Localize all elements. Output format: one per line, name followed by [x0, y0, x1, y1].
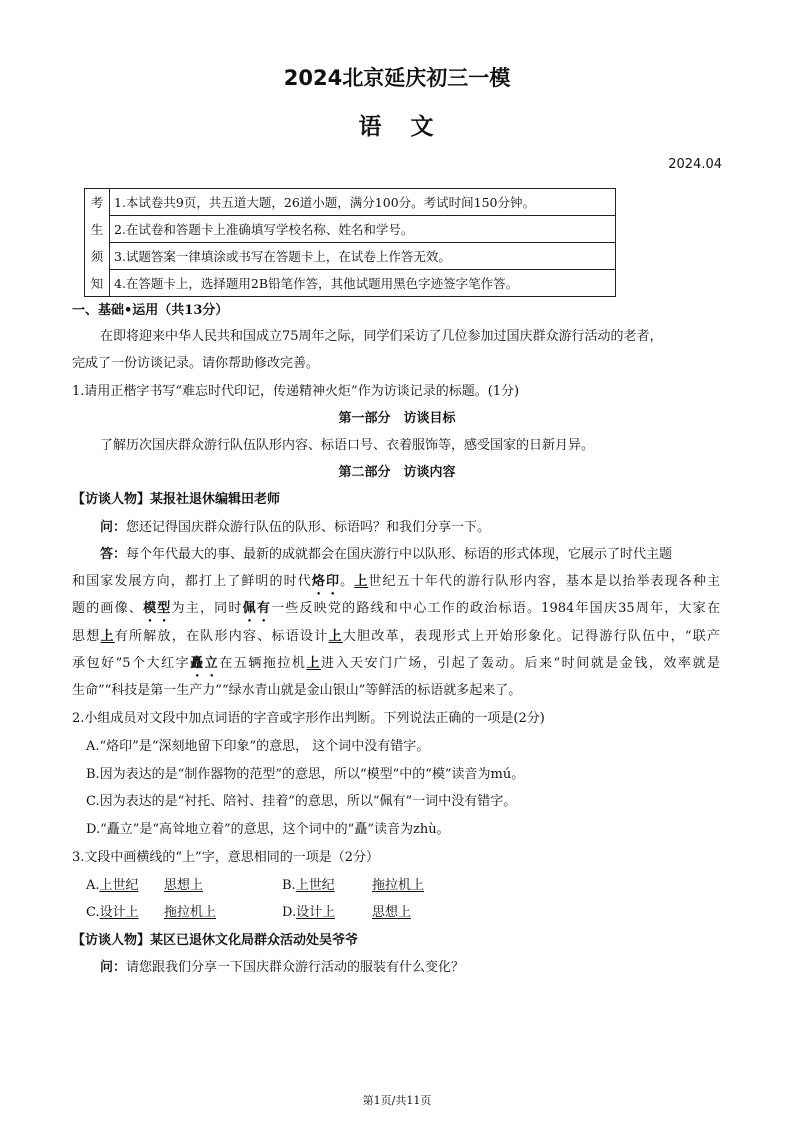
- notice-item: 3.试题答案一律填涂或书写在答题卡上，在试卷上作答无效。: [110, 243, 616, 270]
- q3-option-c-word-2: [164, 903, 216, 923]
- answer-text: 为主，同时: [171, 601, 243, 616]
- option-word-2: 拖拉机上: [372, 878, 425, 893]
- answer-text: 承包好”5个大红字: [72, 656, 191, 671]
- underlined-char: 上: [354, 574, 369, 589]
- q3-option-d: [282, 903, 335, 923]
- option-letter: B.: [282, 878, 296, 893]
- q3-option-c: [86, 903, 139, 923]
- option-letter: C.: [86, 905, 100, 920]
- q3-option-a: [86, 876, 139, 896]
- option-word-1: 上世纪: [99, 878, 139, 893]
- answer-text: 有所解放，在队形内容、标语设计: [114, 629, 329, 644]
- answer-line-1: [100, 545, 672, 565]
- answer-line-4: [72, 627, 720, 647]
- q3-option-b-word-2: [372, 876, 424, 896]
- underlined-char: 上: [328, 629, 343, 644]
- option-word-1: 设计上: [99, 905, 139, 920]
- q2-option-c: C.因为表达的是“衬托、陪衬、挂着”的意思，所以“佩有”一词中没有错字。: [86, 794, 517, 809]
- question-label: 问：: [100, 960, 127, 975]
- option-word-1: 设计上: [296, 905, 336, 920]
- answer-text: 进入天安门广场，引起了轰动。后来“时间就是金钱，效率就是: [321, 656, 720, 671]
- q3-option-d-word-2: [372, 903, 411, 923]
- intro-line-2: 完成了一份访谈记录。请你帮助修改完善。: [72, 356, 320, 371]
- notice-side-char: 须: [85, 243, 110, 270]
- part2-title: 第二部分 访谈内容: [338, 465, 456, 480]
- exam-date: 2024.04: [668, 157, 722, 172]
- q3-option-a-word-2: [164, 876, 203, 896]
- section-heading: 一、基础•运用（共13分）: [72, 303, 229, 318]
- option-word-2: 拖拉机上: [164, 905, 217, 920]
- question-3: 3.文段中画横线的“上”字，意思相同的一项是（2分）: [72, 850, 379, 865]
- question-2: 2.小组成员对文段中加点词语的字音或字形作出判断。下列说法正确的一项是(2分): [72, 711, 545, 726]
- answer-text: 世纪五十年代的游行队形内容，基本是以抬举表现各种主: [368, 574, 720, 589]
- question-line-2: [100, 958, 464, 978]
- notice-side-char: 考: [85, 189, 110, 216]
- notice-side-char: 生: [85, 216, 110, 243]
- question-text: 您还记得国庆群众游行队伍的队形、标语吗？和我们分享一下。: [126, 520, 491, 535]
- option-letter: A.: [86, 878, 100, 893]
- page-footer: 第1页/共11页: [362, 1094, 432, 1107]
- q2-option-a: A.“烙印”是“深刻地留下印象”的意思， 这个词中没有错字。: [86, 739, 430, 754]
- underlined-char: 上: [306, 656, 321, 671]
- notice-item: 2.在试卷和答题卡上准确填写学校名称、姓名和学号。: [110, 216, 616, 243]
- question-1: 1.请用正楷字书写“难忘时代印记，传递精神火炬”作为访谈记录的标题。(1分): [72, 384, 520, 399]
- answer-text: 每个年代最大的事、最新的成就都会在国庆游行中以队形、标语的形式体现，它展示了时代主题: [126, 547, 673, 562]
- option-word-2: 思想上: [164, 878, 204, 893]
- answer-line-3: [72, 599, 720, 625]
- intro-line-1: 在即将迎来中华人民共和国成立75周年之际，同学们采访了几位参加过国庆群众游行活动的老者，: [100, 329, 663, 344]
- answer-text: 思想: [72, 629, 101, 644]
- part1-text: 了解历次国庆群众游行队伍队形内容、标语口号、衣着服饰等，感受国家的日新月异。: [100, 438, 595, 453]
- answer-line-5: [72, 654, 720, 680]
- answer-label: 答：: [100, 547, 127, 562]
- subject-char-2: 文: [410, 114, 436, 140]
- underlined-char: 上: [100, 629, 115, 644]
- option-letter: D.: [282, 905, 297, 920]
- notice-item: 4.在答题卡上，选择题用2B铅笔作答，其他试题用黑色字迹签字笔作答。: [110, 270, 616, 297]
- answer-text: 题的画像、: [72, 601, 144, 616]
- notice-side-char: 知: [85, 270, 110, 297]
- interviewee-1: 【访谈人物】某报社退休编辑田老师: [72, 492, 281, 507]
- exam-notice-table: [84, 188, 616, 297]
- question-line-1: [100, 518, 490, 538]
- answer-line-2: [72, 572, 720, 598]
- answer-text: 。: [340, 574, 355, 589]
- notice-item: 1.本试卷共9页，共五道大题，26道小题，满分100分。考试时间150分钟。: [110, 189, 616, 216]
- interviewee-2: 【访谈人物】某区已退休文化局群众活动处吴爷爷: [72, 933, 359, 948]
- dotted-word: 矗立: [190, 656, 220, 671]
- question-label: 问：: [100, 520, 127, 535]
- page-title: 2024北京延庆初三一模: [283, 66, 511, 90]
- q2-option-b: B.因为表达的是“制作器物的范型”的意思，所以“模型”中的“模”读音为mú。: [86, 767, 525, 782]
- answer-text: 和国家发展方向，都打上了鲜明的时代: [72, 574, 312, 589]
- answer-text: 一些反映党的路线和中心工作的政治标语。1984年国庆35周年，大家在: [271, 601, 720, 616]
- dotted-word: 佩有: [242, 601, 272, 616]
- option-word-2: 思想上: [372, 905, 412, 920]
- option-word-1: 上世纪: [295, 878, 335, 893]
- q2-option-d: D.“矗立”是“高耸地立着”的意思，这个词中的“矗”读音为zhù。: [86, 822, 450, 837]
- dotted-word: 烙印: [311, 574, 341, 589]
- answer-text: 大胆改革，表现形式上开始形象化。记得游行队伍中，“联产: [342, 629, 720, 644]
- part1-title: 第一部分 访谈目标: [338, 411, 456, 426]
- answer-text: 在五辆拖拉机: [219, 656, 307, 671]
- subject-title: [0, 108, 794, 141]
- question-text: 请您跟我们分享一下国庆群众游行活动的服装有什么变化？: [126, 960, 465, 975]
- answer-line-6: 生命”“科技是第一生产力”“绿水青山就是金山银山”等鲜活的标语就多起来了。: [72, 683, 522, 698]
- dotted-word: 模型: [143, 601, 172, 616]
- q3-option-b: [282, 876, 335, 896]
- subject-char-1: 语: [358, 114, 384, 140]
